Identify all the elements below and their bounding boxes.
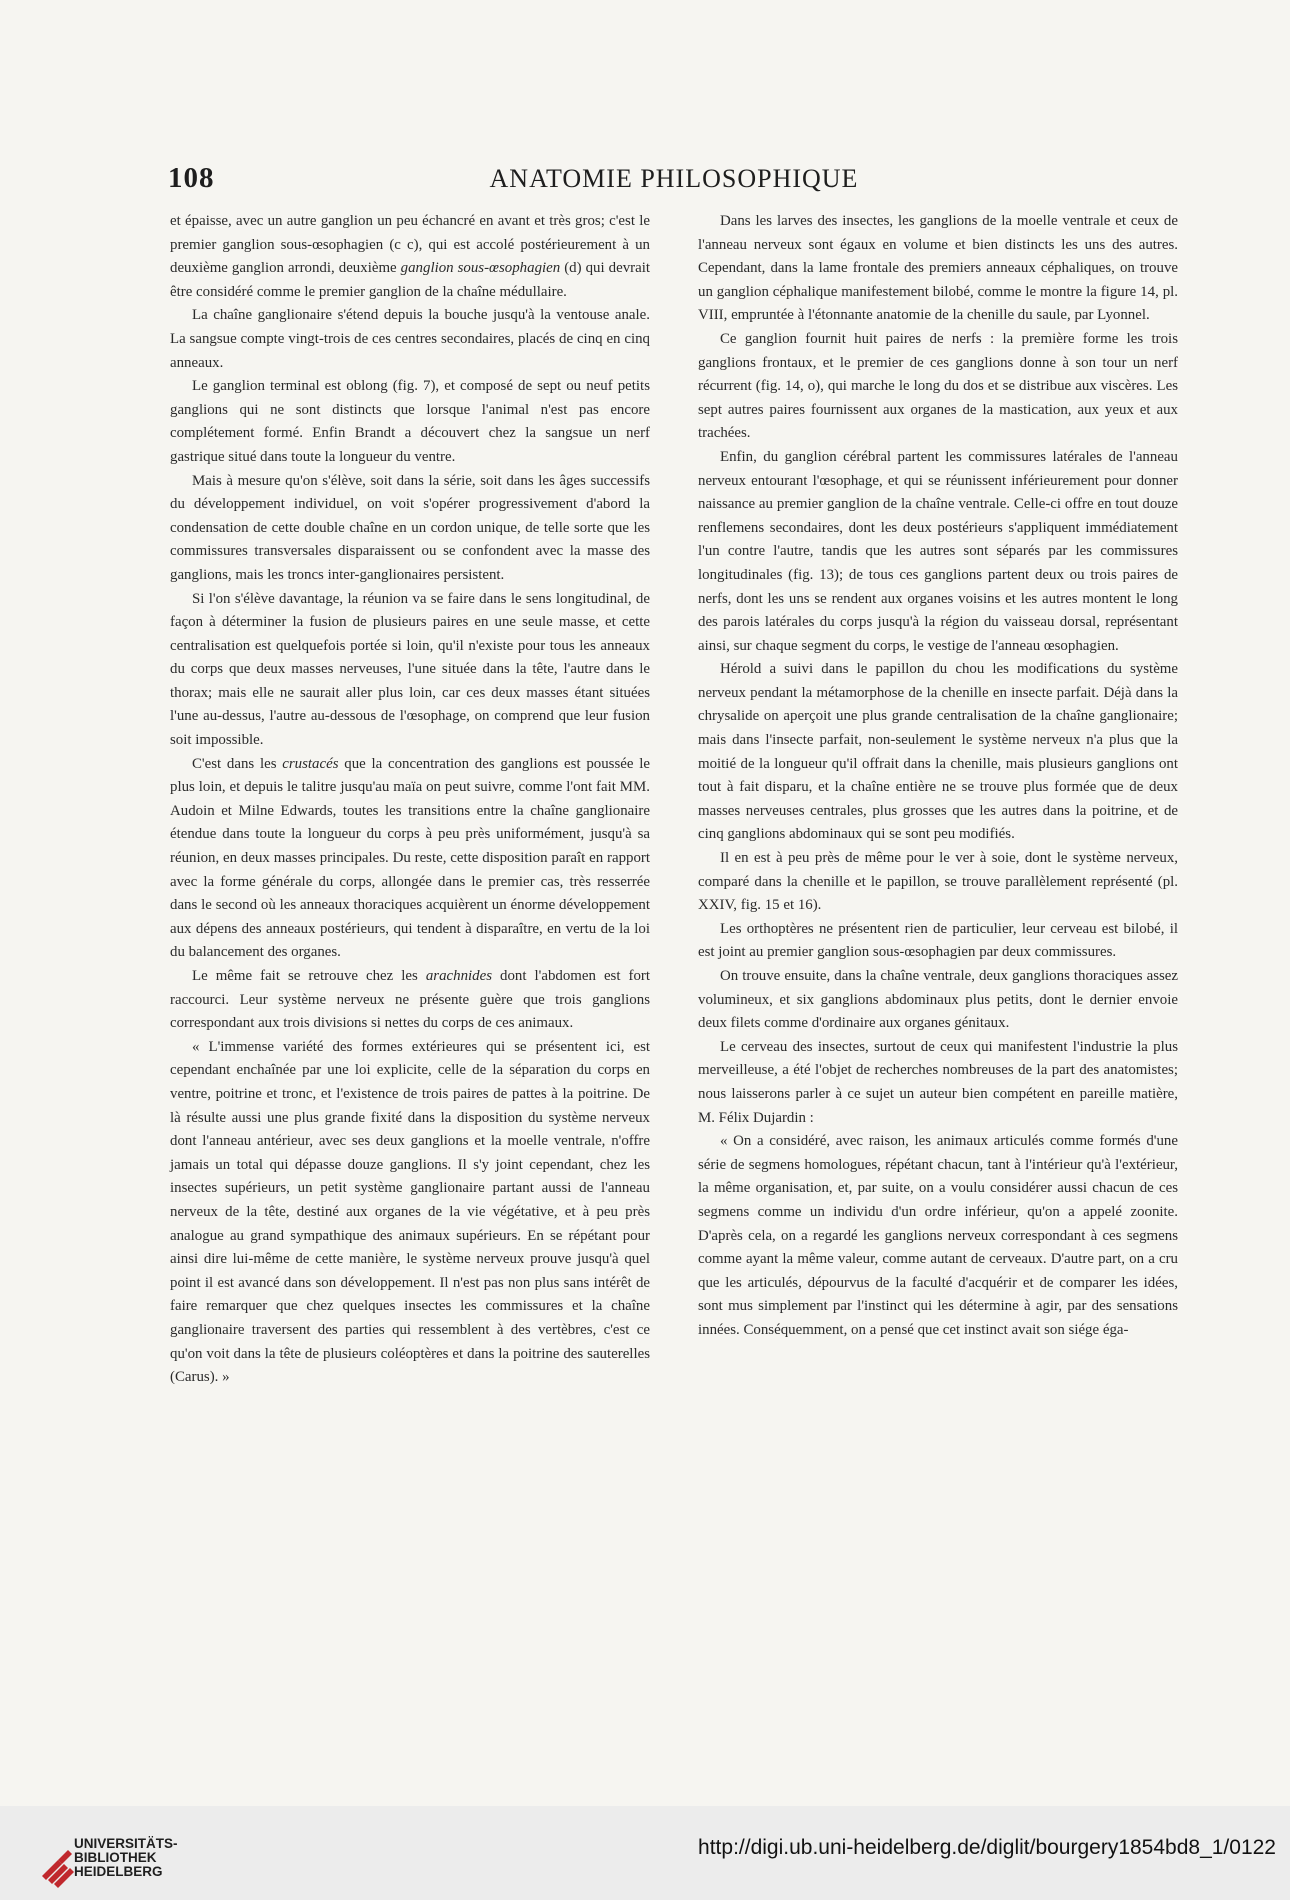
library-name: UNIVERSITÄTS- BIBLIOTHEK HEIDELBERG [74,1836,178,1879]
paragraph: Il en est à peu près de même pour le ver à soie, dont le système nerveux, comparé dans la chenille et le papillon, se trouve parallèlement représenté (pl. XXIV, fig. 15 et 16). [698,850,1178,914]
paragraph: et épaisse, avec un autre ganglion un peu échancré en avant et très gros; c'est le premier ganglion sous-œsophagien (c c), qui est accolé postérieurement à un deuxième ganglion arrondi, deuxième ganglion sous-œsophagien (d) qui devrait être considéré comme le premier ganglion de la chaîne médullaire. [170,213,650,300]
paragraph: Si l'on s'élève davantage, la réunion va se faire dans le sens longitudinal, de façon à déterminer la fusion de plusieurs paires en une seule masse, et cette centralisation est quelquefois portée si loin, qu'il n'existe pour tous les anneaux du corps que deux masses nerveuses, l'une située dans la tête, l'autre dans le thorax; mais elle ne saurait aller plus loin, car ces deux masses étant situées l'une au-dessus, l'autre au-dessous de l'œsophage, on comprend que leur fusion soit impossible. [170,590,650,749]
paragraph: La chaîne ganglionaire s'étend depuis la bouche jusqu'à la ventouse anale. La sangsue compte vingt-trois de ces centres secondaires, placés de cinq en cinq anneaux. [170,307,650,371]
paragraph: Enfin, du ganglion cérébral partent les commissures latérales de l'anneau nerveux entourant l'œsophage, et qui se réunissent inférieurement pour donner naissance au premier ganglion de la chaîne ventrale. Celle-ci offre en tout douze renflemens secondaires, dont les deux postérieurs s'appliquent immédiatement l'un contre l'autre, tandis que les autres sont séparés par les commissures longitudinales (fig. 13); de tous ces ganglions partent deux ou trois paires de nerfs, dont les uns se rendent aux organes voisins et les autres montent le long des parois latérales du corps jusqu'à la région du vaisseau dorsal, représentant ainsi, sur chaque segment du corps, le vestige de l'anneau œsophagien. [698,448,1178,654]
paragraph: C'est dans les crustacés que la concentration des ganglions est poussée le plus loin, et depuis le talitre jusqu'au maïa on peut suivre, comme l'ont fait MM. Audoin et Milne Edwards, toutes les transitions entre la chaîne ganglionaire étendue dans toute la longueur du corps à peu près uniformément, jusqu'à sa réunion, en deux masses principales. Du reste, cette disposition paraît en rapport avec la forme générale du corps, allongée dans le premier cas, très resserrée dans le second où les anneaux thoraciques acquièrent un énorme développement aux dépens des anneaux postérieurs, qui tendent à disparaître, en vertu de la loi du balancement des organes. [170,755,650,961]
paragraph: Les orthoptères ne présentent rien de particulier, leur cerveau est bilobé, il est joint au premier ganglion sous-œsophagien par deux commissures. [698,920,1178,961]
paragraph: Dans les larves des insectes, les ganglions de la moelle ventrale et ceux de l'anneau nerveux sont égaux en volume et bien distincts les uns des autres. Cependant, dans la lame frontale des premiers anneaux céphaliques, on trouve un ganglion céphalique manifestement bilobé, comme le montre la figure 14, pl. VIII, empruntée à l'étonnante anatomie de la chenille du saule, par Lyonnel. [698,213,1178,324]
digitization-footer [0,1806,1290,1900]
paragraph: Hérold a suivi dans le papillon du chou les modifications du système nerveux pendant la métamorphose de la chenille en insecte parfait. Déjà dans la chrysalide on aperçoit une plus grande centralisation de la chaîne ganglionaire; mais dans l'insecte parfait, non-seulement le système nerveux n'a plus que la moitié de la longueur qu'il offrait dans la chenille, mais plusieurs ganglions ont tout à fait disparu, et la chaîne entière ne se trouve plus formée que de deux masses nerveuses centrales, plus grosses que les autres dans la poitrine, et de cinq ganglions abdominaux qui se sont peu modifiés. [698,661,1178,843]
paragraph: Le cerveau des insectes, surtout de ceux qui manifestent l'industrie la plus merveilleuse, a été l'objet de recherches nombreuses de la part des anatomistes; nous laisserons parler à ce sujet un auteur bien compétent en pareille matière, M. Félix Dujardin : [698,1038,1178,1126]
right-text-column [698,210,1178,1343]
permalink-url[interactable]: http://digi.ub.uni-heidelberg.de/diglit/bourgery1854bd8_1/0122 [698,1836,1276,1859]
page-title: ANATOMIE PHILOSOPHIQUE [489,164,859,193]
page-number: 108 [168,162,215,194]
paragraph: Le même fait se retrouve chez les arachnides dont l'abdomen est fort raccourci. Leur système nerveux ne présente guère que trois ganglions correspondant aux trois divisions si nettes du corps de ces animaux. [170,968,650,1032]
running-head [168,162,1180,202]
quote-paragraph: « L'immense variété des formes extérieures qui se présentent ici, est cependant enchaînée par une loi explicite, celle de la séparation du corps en ventre, poitrine et tronc, et l'existence de trois paires de pattes à la poitrine. De là résulte aussi une plus grande fixité dans la disposition du système nerveux dont l'anneau antérieur, avec ses deux ganglions et la moelle ventrale, n'offre jamais un total qui dépasse douze ganglions. Il s'y joint cependant, chez les insectes supérieurs, un petit système ganglionaire partant aussi de l'anneau nerveux de la tête, destiné aux organes de la vie végétative, et à peu près analogue au grand sympathique des animaux supérieurs. En se répétant pour ainsi dire lui-même de cette manière, le système nerveux prouve jusqu'à quel point il est avancé dans son développement. Il n'est pas non plus sans intérêt de faire remarquer que chez quelques insectes les commissures et la chaîne ganglionaire traversent des parties qui ressemblent à des vertèbres, c'est ce qu'on voit dans la tête de plusieurs coléoptères et dans la poitrine des sauterelles (Carus). » [170,1038,650,1386]
paragraph: Mais à mesure qu'on s'élève, soit dans la série, soit dans les âges successifs du développement individuel, on voit s'opérer progressivement d'abord la condensation de cette double chaîne en un cordon unique, de telle sorte que les commissures transversales disparaissent ou se confondent avec la masse des ganglions, mais les troncs inter-ganglionaires persistent. [170,472,650,583]
left-text-column [170,210,650,1390]
quote-paragraph: « On a considéré, avec raison, les animaux articulés comme formés d'une série de segmens homologues, répétant chacun, tant à l'intérieur qu'à l'extérieur, la même organisation, et, par suite, on a voulu considérer aussi chacun de ces segmens comme un individu d'un ordre inférieur, qu'on a appelé zoonite. D'après cela, on a regardé les ganglions nerveux correspondant à ces segmens comme ayant la même valeur, comme autant de cerveaux. D'autre part, on a cru que les articulés, dépourvus de la faculté d'acquérir et de comparer les idées, sont mus simplement par l'instinct qui les détermine à agir, par des sensations innées. Conséquemment, on a pensé que cet instinct avait son siége éga- [698,1133,1178,1338]
paragraph: Ce ganglion fournit huit paires de nerfs : la première forme les trois ganglions frontaux, et le premier de ces ganglions donne à son tour un nerf récurrent (fig. 14, o), qui marche le long du dos et se distribue aux viscères. Les sept autres paires fournissent aux organes de la mastication, aux yeux et aux trachées. [698,330,1178,442]
paragraph: On trouve ensuite, dans la chaîne ventrale, deux ganglions thoraciques assez volumineux, et six ganglions abdominaux plus petits, dont le dernier envoie deux filets comme d'ordinaire aux organes génitaux. [698,968,1178,1032]
paragraph: Le ganglion terminal est oblong (fig. 7), et composé de sept ou neuf petits ganglions qui ne sont distincts que lorsque l'animal n'est pas encore complétement formé. Enfin Brandt a découvert chez la sangsue un nerf gastrique situé dans toute la longueur du ventre. [170,378,650,465]
